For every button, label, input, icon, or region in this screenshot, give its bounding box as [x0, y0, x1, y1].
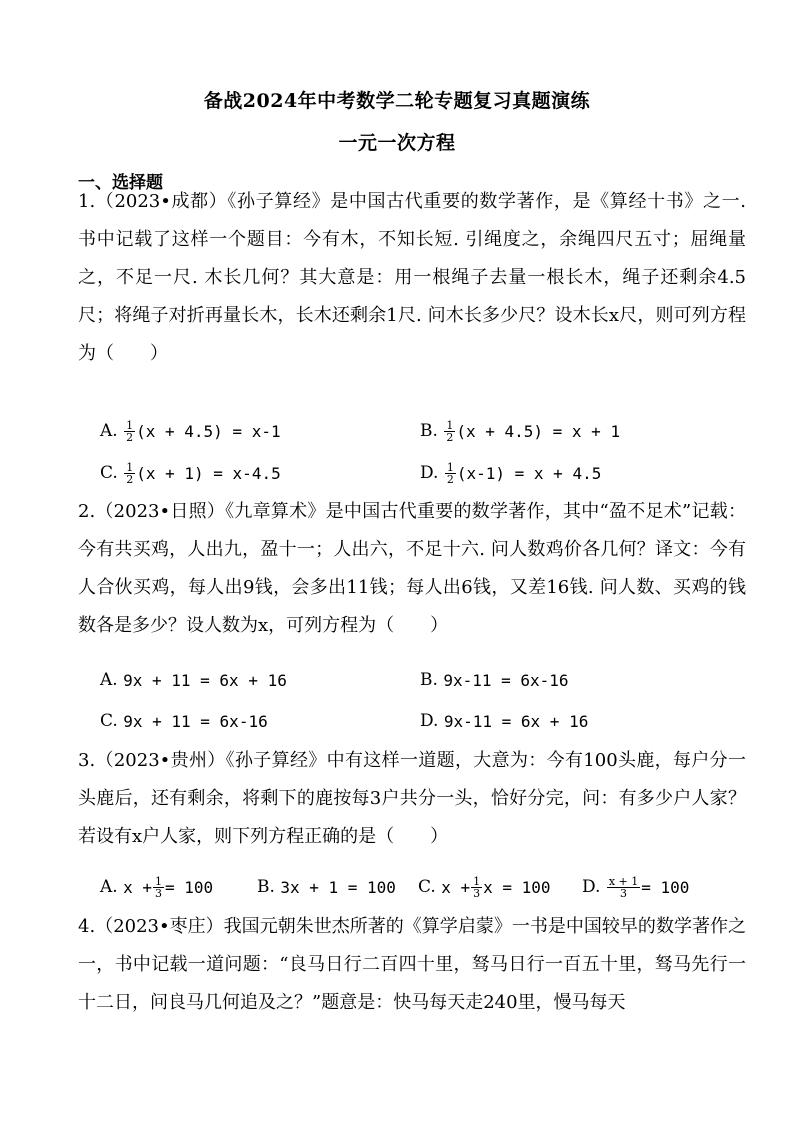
question-2-option-a [100, 665, 287, 695]
option-label: A. [100, 670, 118, 690]
section-heading: 一、选择题 [78, 173, 163, 193]
fraction: $\frac{x + 1}{3}$ [608, 874, 639, 900]
option-label: D. [420, 711, 439, 731]
question-3-option-c: C. x + $\frac{1}{3}$ x = 100 [418, 874, 551, 900]
question-2-option-b [420, 665, 569, 695]
option-expression: (x + 4.5) = x + 1 [456, 421, 621, 441]
option-expression: 9x + 11 = 6x + 16 [123, 670, 287, 690]
question-1-option-a [100, 416, 281, 446]
question-2-option-c [100, 706, 268, 736]
option-label: A. [100, 877, 118, 897]
question-1-option-c [100, 458, 281, 488]
option-expression: (x + 1) = x-4.5 [136, 463, 281, 483]
document-subtitle: 一元一次方程 [338, 132, 456, 154]
option-label: A. [100, 421, 118, 441]
fraction: $\frac{1}{2}$ [126, 460, 134, 486]
option-label: C. [100, 463, 118, 483]
option-label: B. [257, 877, 275, 897]
question-4-text: 4.（2023•枣庄）我国元朝朱世杰所著的《算学启蒙》一书是中国较早的数学著作之一，书中记载一道问题：“良马日行二百四十里，驽马日行一百五十里，驽马先行一十二日，问良马几何追及之？”题意是：快马每天走240里，慢马每天 [78, 916, 746, 1013]
option-label: C. [100, 711, 118, 731]
option-expression: (x + 4.5) = x-1 [136, 421, 281, 441]
question-3-option-b [257, 872, 396, 902]
question-1-text: 1.（2023•成都）《孙子算经》是中国古代重要的数学著作，是《算经十书》之一. 书中记载了这样一个题目：今有木，不知长短. 引绳度之，余绳四尺五寸；屈绳量之，不足一尺. 木长几何？其大意是：用一根绳子去量一根长木，绳子还剩余4.5尺；将绳子对折再量长木，长木还剩余1尺. 问木长多少尺？设木长x尺，则可列方程为（ ） [78, 191, 746, 364]
fraction: $\frac{1}{3}$ [155, 874, 162, 900]
option-expression: (x-1) = x + 4.5 [456, 463, 602, 483]
option-label: D. [582, 877, 601, 897]
option-label: D. [420, 463, 439, 483]
option-expression: 3x + 1 = 100 [280, 877, 396, 897]
question-3-option-a: A. x + $\frac{1}{3}$ = 100 [100, 874, 214, 900]
option-expression: 9x + 11 = 6x-16 [123, 711, 268, 731]
fraction: $\frac{1}{2}$ [446, 460, 454, 486]
question-2-text: 2.（2023•日照）《九章算术》是中国古代重要的数学著作，其中“盈不足术”记载：今有共买鸡，人出九，盈十一；人出六，不足十六. 问人数鸡价各几何？译文：今有人合伙买鸡，每人出9钱，会多出11钱；每人出6钱，又差16钱. 问人数、买鸡的钱数各是多少？设人数为x，可列方程为（ ） [78, 501, 746, 636]
fraction: $\frac{1}{2}$ [126, 418, 134, 444]
fraction: $\frac{1}{3}$ [473, 874, 481, 900]
question-2-option-d [420, 706, 588, 736]
question-1-option-b [420, 416, 620, 446]
question-1-option-d [420, 458, 601, 488]
question-3-option-d: D. $\frac{x + 1}{3}$ = 100 [582, 874, 690, 900]
option-expression: 9x-11 = 6x + 16 [443, 711, 589, 731]
option-label: B. [420, 421, 438, 441]
document-title: 备战2024年中考数学二轮专题复习真题演练 [203, 90, 591, 112]
question-3-text: 3.（2023•贵州）《孙子算经》中有这样一道题，大意为：今有100头鹿，每户分一头鹿后，还有剩余，将剩下的鹿按每3户共分一头，恰好分完，问：有多少户人家？若设有x户人家，则下列方程正确的是（ ） [78, 750, 746, 847]
option-label: C. [418, 877, 436, 897]
option-expression: 9x-11 = 6x-16 [443, 670, 569, 690]
option-label: B. [420, 670, 438, 690]
fraction: $\frac{1}{2}$ [446, 418, 454, 444]
